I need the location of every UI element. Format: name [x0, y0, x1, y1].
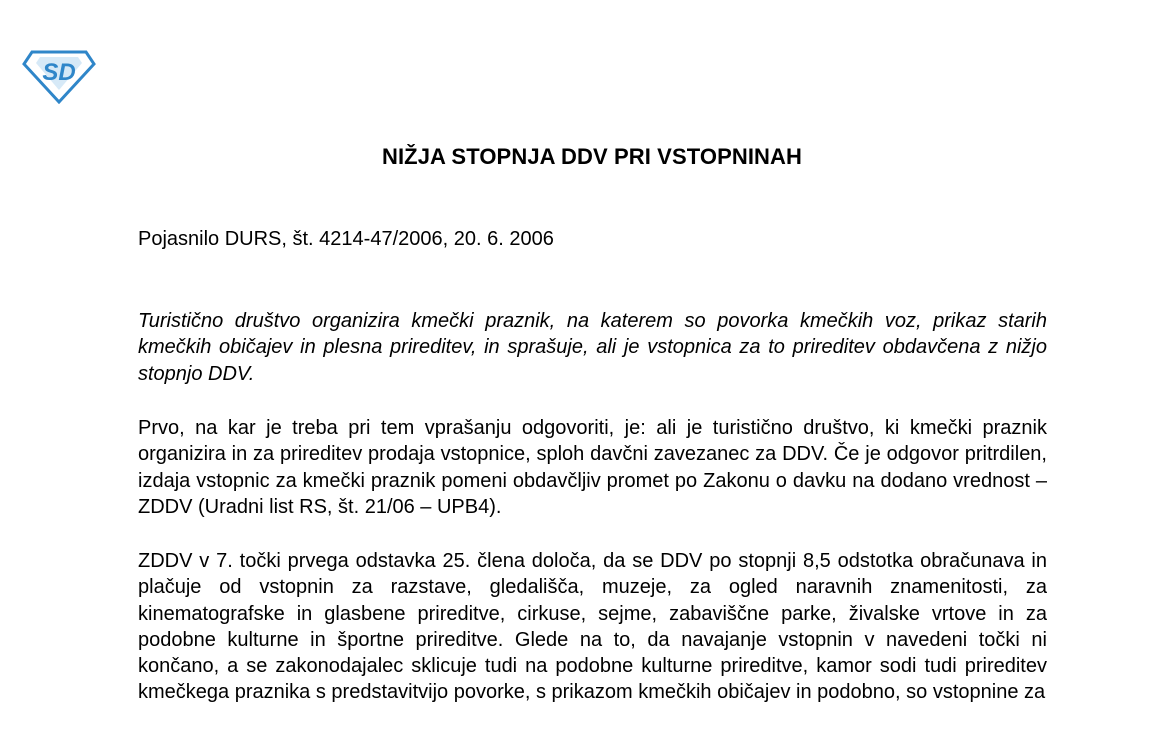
- answer-paragraph-2: ZDDV v 7. točki prvega odstavka 25. člena določa, da se DDV po stopnji 8,5 odstotka obračunava in plačuje od vstopnin za razstave, gledališča, muzeje, za ogled naravnih znamenitosti, za kinematografske in glasbene prireditve, cirkuse, sejme, zabaviščne parke, živalske vrtove in za podobne kulturne in športne prireditve. Glede na to, da navajanje vstopnin v navedeni točki ni končano, a se zakonodajalec sklicuje tudi na podobne kulturne prireditve, kamor sodi tudi prireditev kmečkega praznika s predstavitvijo povorke, s prikazom kmečkih običajev in podobno, so vstopnine za: [138, 550, 1047, 704]
- logo: [22, 50, 96, 104]
- question-paragraph: Turistično društvo organizira kmečki praznik, na katerem so povorka kmečkih voz, prikaz starih kmečkih običajev in plesna prireditev, in sprašuje, ali je vstopnica za to prireditev obdavčena z nižjo stopnjo DDV.: [138, 310, 1047, 385]
- source-reference: Pojasnilo DURS, št. 4214-47/2006, 20. 6. 2006: [138, 228, 554, 250]
- answer-paragraph-1: Prvo, na kar je treba pri tem vprašanju odgovoriti, je: ali je turistično društvo, ki kmečki praznik organizira in za prireditev prodaja vstopnice, sploh davčni zavezanec za DDV. Če je odgovor pritrdilen, izdaja vstopnic za kmečki praznik pomeni obdavčljiv promet po Zakonu o davku na dodano vrednost – ZDDV (Uradni list RS, št. 21/06 – UPB4).: [138, 417, 1047, 518]
- logo-emblem: [22, 50, 96, 104]
- document-title: NIŽJA STOPNJA DDV PRI VSTOPNINAH: [381, 144, 803, 169]
- logo-text: SD: [42, 59, 76, 86]
